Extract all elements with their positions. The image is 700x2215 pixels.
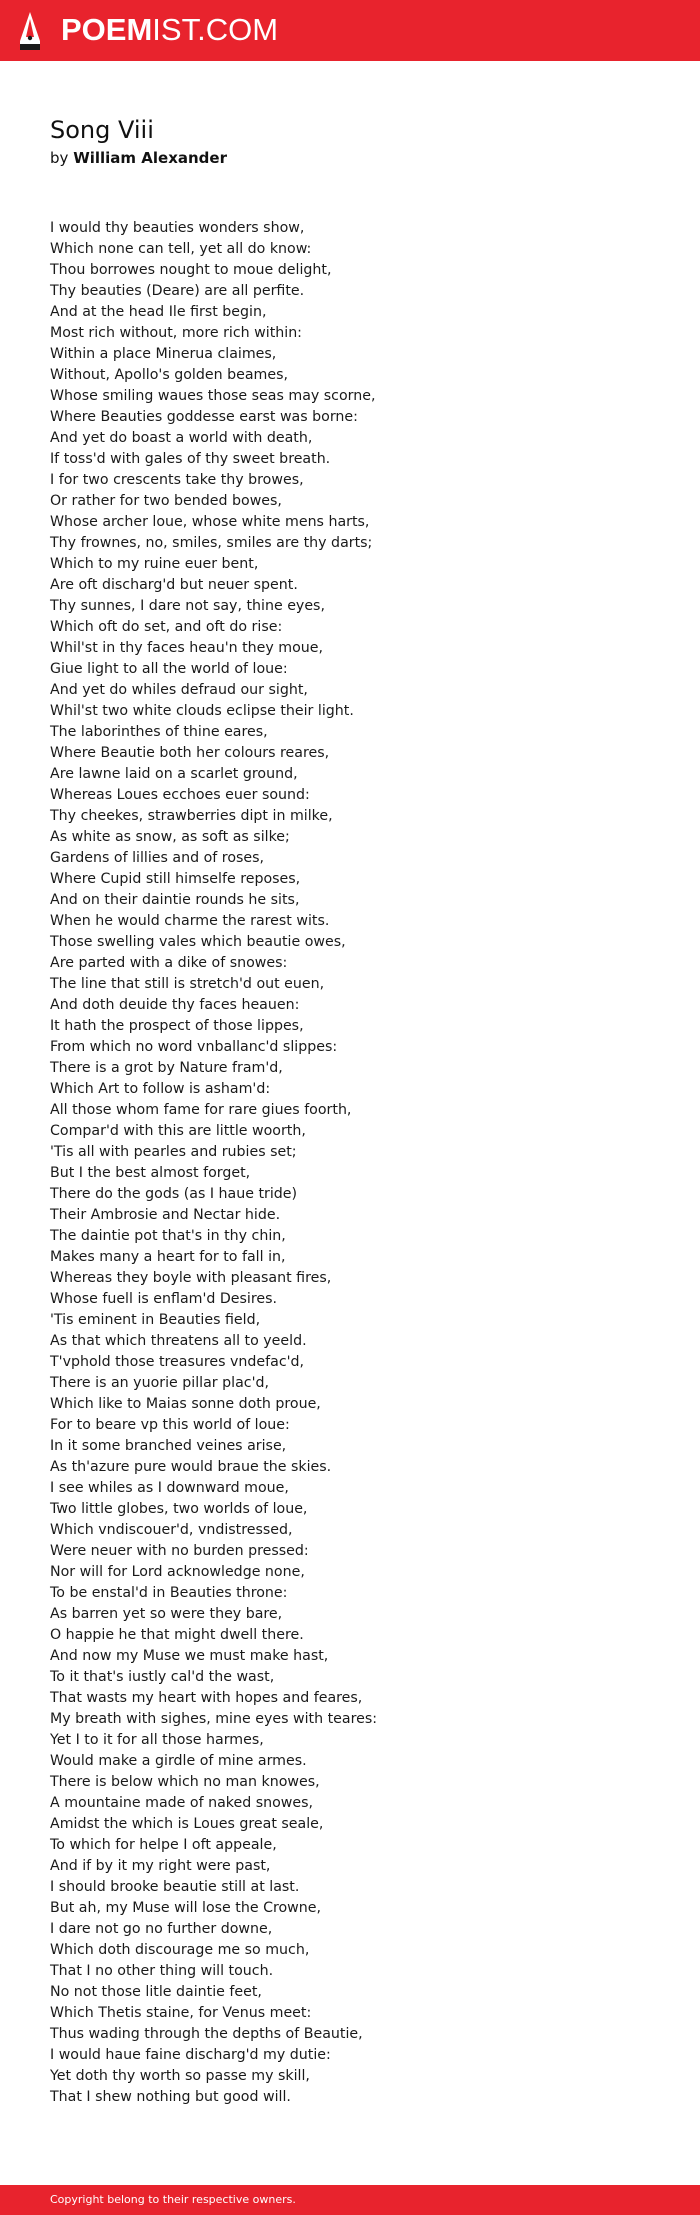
poem-line: Which vndiscouer'd, vndistressed, (50, 1522, 293, 1538)
poem-line: Thy beauties (Deare) are all perfite. (50, 283, 305, 299)
poem-line: Thou borrowes nought to moue delight, (50, 262, 332, 278)
poem-line: As th'azure pure would braue the skies. (50, 1459, 332, 1475)
poem-line: To be enstal'd in Beauties throne: (50, 1585, 288, 1601)
poem-line: No not those litle daintie feet, (50, 1984, 262, 2000)
poem-line: I for two crescents take thy browes, (50, 472, 304, 488)
poem-line: As that which threatens all to yeeld. (50, 1333, 307, 1349)
poem-line: Without, Apollo's golden beames, (50, 367, 288, 383)
poem-line: The line that still is stretch'd out euen, (50, 976, 325, 992)
poem-line: To it that's iustly cal'd the wast, (50, 1669, 275, 1685)
poem-line: And at the head Ile first begin, (50, 304, 267, 320)
poem-line: Thy cheekes, strawberries dipt in milke, (50, 808, 333, 824)
poem-line: For to beare vp this world of loue: (50, 1417, 290, 1433)
poem-line: There is below which no man knowes, (50, 1774, 320, 1790)
poem-line: Within a place Minerua claimes, (50, 346, 277, 362)
poem-line: As white as snow, as soft as silke; (50, 829, 290, 845)
poem-line: From which no word vnballanc'd slippes: (50, 1039, 338, 1055)
poem-line: When he would charme the rarest wits. (50, 913, 330, 929)
poem-line: And on their daintie rounds he sits, (50, 892, 300, 908)
poem-title: Song Viii (50, 116, 154, 144)
poem-line: The laborinthes of thine eares, (50, 724, 268, 740)
author-name[interactable]: William Alexander (73, 149, 227, 167)
poem-line: Which to my ruine euer bent, (50, 556, 259, 572)
poem-line: Which doth discourage me so much, (50, 1942, 310, 1958)
poem-line: Are parted with a dike of snowes: (50, 955, 288, 971)
poem-line: To which for helpe I oft appeale, (50, 1837, 277, 1853)
poem-line: And now my Muse we must make hast, (50, 1648, 329, 1664)
poem-line: Where Cupid still himselfe reposes, (50, 871, 301, 887)
poem-line: Which none can tell, yet all do know: (50, 241, 312, 257)
poem-line: As barren yet so were they bare, (50, 1606, 283, 1622)
poem-line: Giue light to all the world of loue: (50, 661, 288, 677)
poem-line: I would thy beauties wonders show, (50, 220, 305, 236)
poem-line: Those swelling vales which beautie owes, (50, 934, 346, 950)
poem-line: 'Tis all with pearles and rubies set; (50, 1144, 297, 1160)
poem-line: Makes many a heart for to fall in, (50, 1249, 286, 1265)
poem-line: Where Beautie both her colours reares, (50, 745, 330, 761)
poem-line: Whereas Loues ecchoes euer sound: (50, 787, 310, 803)
poem-line: Thy frownes, no, smiles, smiles are thy darts; (50, 535, 373, 551)
poem-line: Nor will for Lord acknowledge none, (50, 1564, 305, 1580)
poem-line: That I shew nothing but good will. (50, 2089, 291, 2105)
poem-line: The daintie pot that's in thy chin, (50, 1228, 286, 1244)
poem-line: Yet I to it for all those harmes, (50, 1732, 264, 1748)
poem-line: 'Tis eminent in Beauties field, (50, 1312, 261, 1328)
poem-line: In it some branched veines arise, (50, 1438, 287, 1454)
poem-line: Whose archer loue, whose white mens harts, (50, 514, 370, 530)
poem-line: That wasts my heart with hopes and feares, (50, 1690, 363, 1706)
poem-line: Are oft discharg'd but neuer spent. (50, 577, 298, 593)
poem-line: But I the best almost forget, (50, 1165, 251, 1181)
poem-line: There is a grot by Nature fram'd, (50, 1060, 283, 1076)
logo-rest-text: IST.COM (152, 12, 279, 47)
pen-nib-icon[interactable] (18, 11, 42, 51)
poem-line: But ah, my Muse will lose the Crowne, (50, 1900, 322, 1916)
site-logo[interactable] (61, 12, 278, 48)
poem-line: Compar'd with this are little woorth, (50, 1123, 306, 1139)
poem-line: And if by it my right were past, (50, 1858, 271, 1874)
poem-line: Thy sunnes, I dare not say, thine eyes, (50, 598, 325, 614)
poem-body (50, 218, 670, 2108)
byline-prefix: by (50, 149, 69, 167)
poem-line: Most rich without, more rich within: (50, 325, 302, 341)
poem-line: Whose smiling waues those seas may scorne, (50, 388, 376, 404)
copyright-text: Copyright belong to their respective owners. (50, 2193, 296, 2206)
poem-line: Thus wading through the depths of Beautie, (50, 2026, 363, 2042)
poem-line: And yet do whiles defraud our sight, (50, 682, 308, 698)
poem-line: I would haue faine discharg'd my dutie: (50, 2047, 331, 2063)
poem-line: Were neuer with no burden pressed: (50, 1543, 309, 1559)
poem-line: A mountaine made of naked snowes, (50, 1795, 314, 1811)
byline (50, 148, 227, 168)
poem-line: There is an yuorie pillar plac'd, (50, 1375, 269, 1391)
poem-line: Whose fuell is enflam'd Desires. (50, 1291, 278, 1307)
poem-line: And doth deuide thy faces heauen: (50, 997, 300, 1013)
poem-line: And yet do boast a world with death, (50, 430, 313, 446)
poem-line: If toss'd with gales of thy sweet breath. (50, 451, 331, 467)
poem-line: Amidst the which is Loues great seale, (50, 1816, 324, 1832)
poem-line: I should brooke beautie still at last. (50, 1879, 300, 1895)
poem-line: Or rather for two bended bowes, (50, 493, 282, 509)
poem-line: Whil'st in thy faces heau'n they moue, (50, 640, 324, 656)
poem-line: Gardens of lillies and of roses, (50, 850, 265, 866)
poem-line: Which Thetis staine, for Venus meet: (50, 2005, 312, 2021)
poem-line: My breath with sighes, mine eyes with teares: (50, 1711, 378, 1727)
poem-line: Would make a girdle of mine armes. (50, 1753, 307, 1769)
poem-line: Which Art to follow is asham'd: (50, 1081, 271, 1097)
poem-line: All those whom fame for rare giues foorth, (50, 1102, 352, 1118)
poem-line: Whil'st two white clouds eclipse their light. (50, 703, 354, 719)
poem-line: T'vphold those treasures vndefac'd, (50, 1354, 305, 1370)
poem-line: Which oft do set, and oft do rise: (50, 619, 283, 635)
logo-bold-text: POEM (61, 12, 153, 47)
poem-line: Which like to Maias sonne doth proue, (50, 1396, 321, 1412)
poem-line: Two little globes, two worlds of loue, (50, 1501, 308, 1517)
poem-line: Their Ambrosie and Nectar hide. (50, 1207, 281, 1223)
poem-line: O happie he that might dwell there. (50, 1627, 304, 1643)
poem-line: Whereas they boyle with pleasant fires, (50, 1270, 332, 1286)
site-header (0, 0, 700, 61)
poem-line: That I no other thing will touch. (50, 1963, 274, 1979)
poem-line: Where Beauties goddesse earst was borne: (50, 409, 358, 425)
poem-line: I see whiles as I downward moue, (50, 1480, 289, 1496)
poem-line: It hath the prospect of those lippes, (50, 1018, 304, 1034)
poem-line: I dare not go no further downe, (50, 1921, 273, 1937)
poem-line: Are lawne laid on a scarlet ground, (50, 766, 298, 782)
poem-line: Yet doth thy worth so passe my skill, (50, 2068, 310, 2084)
site-footer (0, 2185, 700, 2215)
poem-line: There do the gods (as I haue tride) (50, 1186, 298, 1202)
